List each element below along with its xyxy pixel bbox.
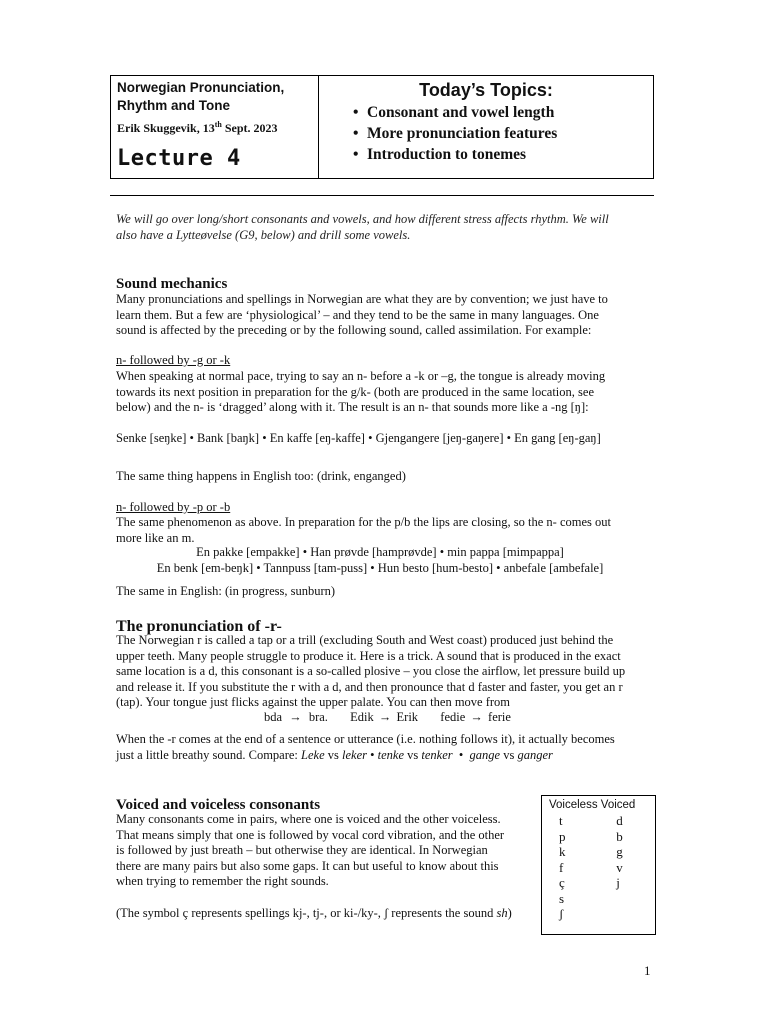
table-row: k g <box>559 844 623 859</box>
intro-paragraph: We will go over long/short consonants and vowels, and how different stress affects rhythm. We will also have a Lytteøvelse (G9, below) and drill some vowels. <box>116 212 609 242</box>
header-box <box>110 75 654 179</box>
arrow-right-icon: → <box>289 710 302 724</box>
table-row: ʃ <box>559 906 564 921</box>
compare-line: just a little breathy sound. Compare: Leke vs leker • tenke vs tenker • gange vs ganger <box>116 747 553 762</box>
table-row: p b <box>559 828 623 844</box>
drill-from: fedie <box>440 710 466 724</box>
n-g-k-examples: Senke [seŋke] • Bank [baŋk] • En kaffe [eŋ-kaffe] • Gjengangere [jeŋ-gaŋere] • En gang [eŋ-gaŋ] <box>116 431 601 445</box>
r-paragraph: The Norwegian r is called a tap or a trill (excluding South and West coast) produced just behind the upper teeth. Many people struggle to produce it. Here is a trick. A sound that is produced in the exact same location is a d, this consonant is a so-called plosive – you close the airflow, let pressure build up and release it. If you substitute the r with a d, and then pronounce that d faster and faster, you get an r (tap). Your tongue just flicks against the upper palate. You can then move from <box>116 633 626 709</box>
arrow-right-icon: → <box>470 710 483 724</box>
n-p-b-english: The same in English: (in progress, sunburn) <box>116 584 336 598</box>
r-end-paragraph: When the -r comes at the end of a sentence or utterance (i.e. nothing follows it), it actually becomes just a little breathy sound. Compare: Leke vs leker • tenke vs tenker • gange vs ganger <box>116 732 636 763</box>
topics-heading: Today’s Topics: <box>419 80 553 100</box>
symbol-note: (The symbol ç represents spellings kj-, tj-, or ki-/ky-, ʃ represents the sound sh) <box>116 906 512 920</box>
drill-to: ferie <box>488 710 511 724</box>
n-p-b-paragraph: The same phenomenon as above. In preparation for the p/b the lips are closing, so the n- comes out more like an m. <box>116 515 611 545</box>
drill-to: bra. <box>308 710 328 724</box>
subheading-n-g-k: n- followed by -g or -k <box>116 353 231 367</box>
voiced-paragraph: Many consonants come in pairs, where one is voiced and the other voiceless. That means simply that one is followed by vocal cord vibration, and the other is followed by just breath – but otherwise they are identical. In Norwegian there are many pairs but also some gaps. It can but useful to know about this when trying to remember the right sounds. <box>116 812 505 888</box>
bullet-icon: • <box>353 125 359 142</box>
n-g-k-paragraph: When speaking at normal pace, trying to say an n- before a -k or –g, the tongue is already moving towards its next position in preparation for the g/k- (both are produced in the same location, see below) and the n- is ‘dragged’ along with it. The result is an n- that sounds more like a -ng [ŋ]: <box>116 369 606 414</box>
r-drill-line <box>264 710 564 726</box>
page-number: 1 <box>644 963 651 978</box>
header-divider <box>110 195 654 196</box>
table-row: s <box>559 890 565 906</box>
header-left-cell <box>111 76 319 178</box>
lecture-title: Lecture 4 <box>117 146 241 171</box>
bullet-icon: • <box>353 104 359 121</box>
topic-item: • More pronunciation features <box>353 125 558 142</box>
table-row: ç j <box>559 875 620 890</box>
drill-from: bda <box>264 710 283 724</box>
section-heading-sound-mechanics: Sound mechanics <box>116 276 228 292</box>
section-heading-voiced: Voiced and voiceless consonants <box>116 797 321 813</box>
section-heading-r: The pronunciation of -r- <box>116 618 282 635</box>
arrow-right-icon: → <box>378 710 392 724</box>
bullet-icon: • <box>353 146 359 163</box>
n-p-b-examples: En pakke [empakke] • Han prøvde [hamprøvde] • min pappa [mimpappa] En benk [em-beŋk] • Tannpuss [tam-puss] • Hun besto [hum-besto] • anbefale [ambefale] <box>156 545 604 575</box>
n-g-k-english: The same thing happens in English too: (drink, enganged) <box>116 469 406 483</box>
drill-from: Edik <box>350 710 374 724</box>
table-row: f v <box>559 859 623 875</box>
topics-cell <box>319 76 653 178</box>
table-row: t d <box>559 813 623 828</box>
drill-to: Erik <box>396 710 419 724</box>
table-header: Voiceless Voiced <box>549 799 636 811</box>
sound-mechanics-paragraph: Many pronunciations and spellings in Norwegian are what they are by convention; we just have to learn them. But a few are ‘physiological’ – and they tend to be the same in many languages. One sound is affected by the preceding or by the following sound, called assimilation. For example: <box>116 292 608 337</box>
consonant-pairs-table <box>541 795 656 935</box>
topic-item: • Introduction to tonemes <box>353 146 527 163</box>
topics-list <box>319 102 653 165</box>
topic-item: • Consonant and vowel length <box>353 104 555 121</box>
subheading-n-p-b: n- followed by -p or -b <box>116 500 231 514</box>
author-date: Erik Skuggevik, 13th Sept. 2023 <box>117 120 278 135</box>
course-title: Norwegian Pronunciation, Rhythm and Tone <box>117 80 285 113</box>
